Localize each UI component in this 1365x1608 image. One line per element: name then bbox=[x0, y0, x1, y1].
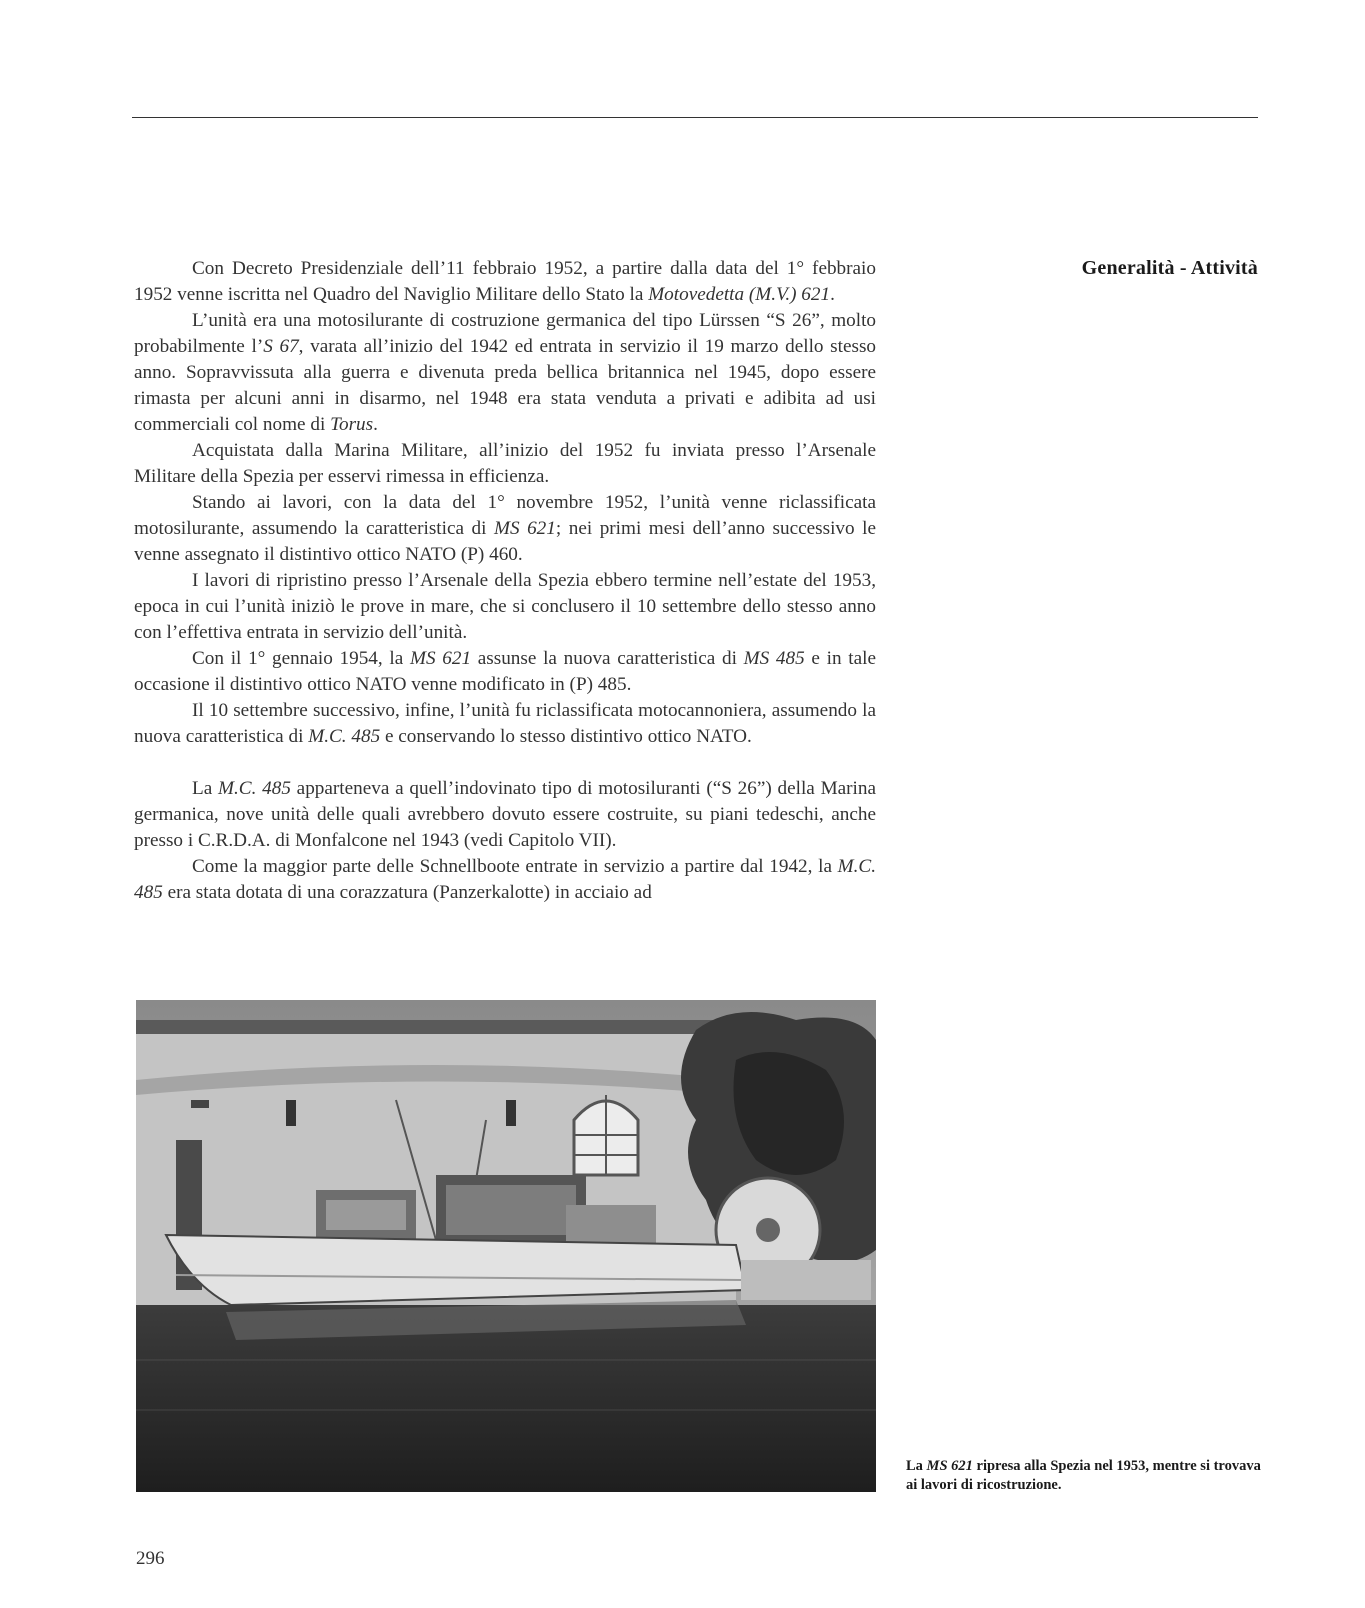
italic-run: MS 621 bbox=[493, 518, 556, 539]
italic-run: Torus bbox=[330, 414, 374, 435]
header-rule bbox=[132, 117, 1258, 118]
italic-run: MS 621 bbox=[926, 1458, 973, 1474]
italic-run: M.C. 485 bbox=[308, 726, 381, 747]
paragraph: Come la maggior parte delle Schnellboote entrate in servizio a partire dal 1942, la M.C. 485 era stata dotata di una corazzatura (Panzerkalotte) in acciaio ad bbox=[134, 856, 876, 903]
paragraph: I lavori di ripristino presso l’Arsenale della Spezia ebbero termine nell’estate del 1953, epoca in cui l’unità iniziò le prove in mare, che si conclusero il 10 settembre dello stesso anno con l’effettiva entrata in servizio dell’unità. bbox=[134, 570, 876, 643]
paragraph: Stando ai lavori, con la data del 1° novembre 1952, l’unità venne riclassificata motosilurante, assumendo la caratteristica di MS 621; nei primi mesi dell’anno successivo le venne assegnato il distintivo ottico NATO (P) 460. bbox=[134, 492, 876, 565]
paragraph: Con il 1° gennaio 1954, la MS 621 assunse la nuova caratteristica di MS 485 e in tale occasione il distintivo ottico NATO venne modificato in (P) 485. bbox=[134, 648, 877, 695]
photo-caption: La MS 621 ripresa alla Spezia nel 1953, mentre si trovava ai lavori di ricostruzione. bbox=[906, 1458, 1261, 1493]
italic-run: MS 621 bbox=[409, 648, 472, 669]
boat-photo bbox=[136, 1000, 876, 1492]
italic-run: M.C. 485 bbox=[134, 856, 876, 903]
italic-run: MS 485 bbox=[743, 648, 805, 669]
italic-run: Motovedetta (M.V.) 621 bbox=[648, 284, 831, 305]
page-number: 296 bbox=[136, 1548, 165, 1569]
paragraph: Acquistata dalla Marina Militare, all’inizio del 1952 fu inviata presso l’Arsenale Militare della Spezia per esservi rimessa in efficienza. bbox=[134, 440, 876, 487]
body-text bbox=[134, 256, 876, 906]
italic-run: M.C. 485 bbox=[218, 778, 291, 799]
paragraph: L’unità era una motosilurante di costruzione germanica del tipo Lürssen “S 26”, molto probabilmente l’S 67, varata all’inizio del 1942 ed entrata in servizio il 19 marzo dello stesso anno. Sopravvissuta alla guerra e divenuta preda bellica britannica nel 1945, dopo essere rimasta per alcuni anni in disarmo, nel 1948 era stata venduta a privati e adibita ad usi commerciali col nome di Torus. bbox=[134, 310, 877, 435]
section-heading: Generalità - Attività bbox=[1081, 257, 1258, 279]
paragraph: Il 10 settembre successivo, infine, l’unità fu riclassificata motocannoniera, assumendo la nuova caratteristica di M.C. 485 e conservando lo stesso distintivo ottico NATO. bbox=[134, 700, 876, 747]
paragraph: Con Decreto Presidenziale dell’11 febbraio 1952, a partire dalla data del 1° febbraio 1952 venne iscritta nel Quadro del Naviglio Militare dello Stato la Motovedetta (M.V.) 621. bbox=[134, 258, 876, 305]
paragraph: La M.C. 485 apparteneva a quell’indovinato tipo di motosiluranti (“S 26”) della Marina germanica, nove unità delle quali avrebbero dovuto essere costruite, su piani tedeschi, anche presso i C.R.D.A. di Monfalcone nel 1943 (vedi Capitolo VII). bbox=[134, 778, 876, 851]
italic-run: S 67 bbox=[263, 336, 299, 357]
